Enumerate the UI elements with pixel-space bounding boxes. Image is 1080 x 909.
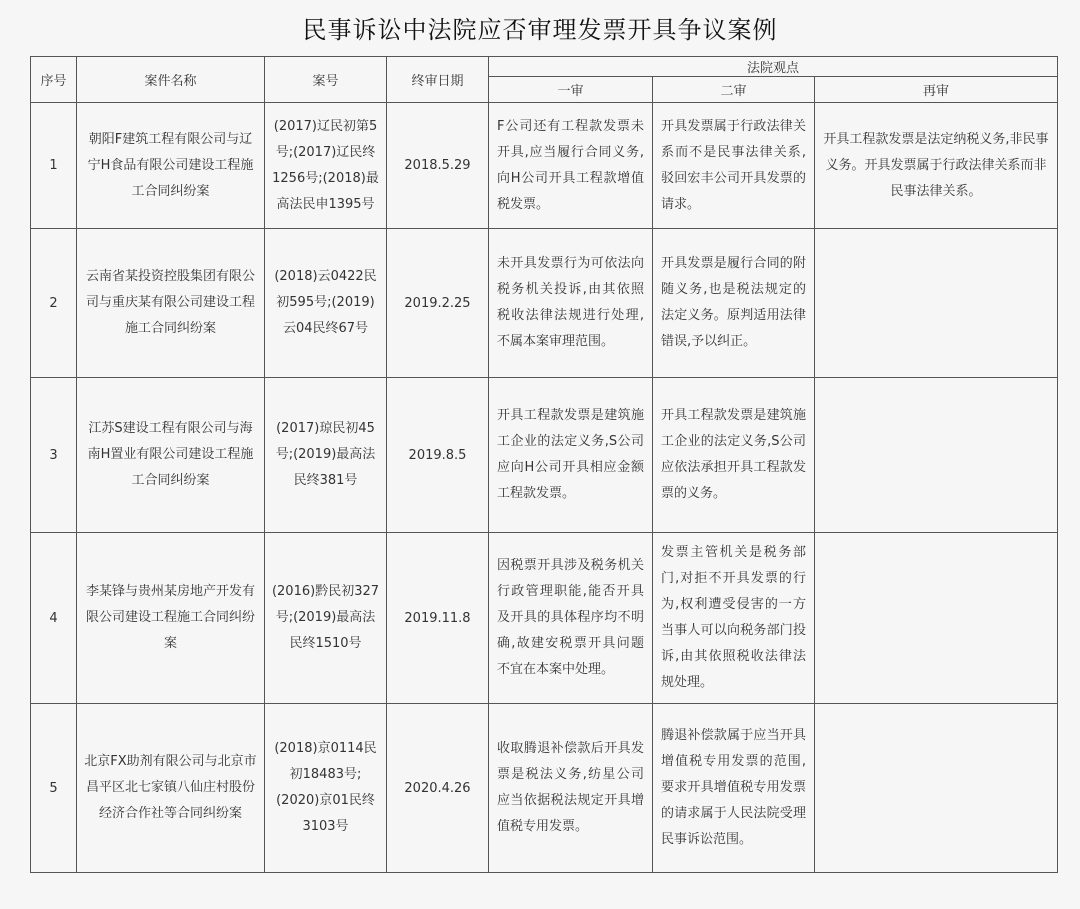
case-table <box>30 56 1058 873</box>
seq-cell: 5 <box>31 704 77 873</box>
second-instance-cell: 开具发票是履行合同的附随义务,也是税法规定的法定义务。原判适用法律错误,予以纠正。 <box>653 229 815 378</box>
second-instance-cell: 开具工程款发票是建筑施工企业的法定义务,S公司应依法承担开具工程款发票的义务。 <box>653 378 815 533</box>
case-name-cell: 江苏S建设工程有限公司与海南H置业有限公司建设工程施工合同纠纷案 <box>77 378 265 533</box>
header-seq: 序号 <box>31 57 77 103</box>
date-cell: 2019.11.8 <box>387 533 489 704</box>
second-instance-cell: 开具发票属于行政法律关系而不是民事法律关系,驳回宏丰公司开具发票的请求。 <box>653 103 815 229</box>
header-first-instance: 一审 <box>489 77 653 103</box>
header-second-instance: 二审 <box>653 77 815 103</box>
header-case-name: 案件名称 <box>77 57 265 103</box>
retrial-cell <box>815 704 1058 873</box>
retrial-cell <box>815 229 1058 378</box>
seq-cell: 4 <box>31 533 77 704</box>
case-name-cell: 李某锋与贵州某房地产开发有限公司建设工程施工合同纠纷案 <box>77 533 265 704</box>
case-no-cell: (2016)黔民初327号;(2019)最高法民终1510号 <box>265 533 387 704</box>
header-date: 终审日期 <box>387 57 489 103</box>
table-row <box>31 103 1058 229</box>
date-cell: 2019.8.5 <box>387 378 489 533</box>
date-cell: 2019.2.25 <box>387 229 489 378</box>
case-no-cell: (2018)云0422民初595号;(2019)云04民终67号 <box>265 229 387 378</box>
table-row <box>31 378 1058 533</box>
first-instance-cell: 收取腾退补偿款后开具发票是税法义务,纺星公司应当依据税法规定开具增值税专用发票。 <box>489 704 653 873</box>
second-instance-cell: 发票主管机关是税务部门,对拒不开具发票的行为,权利遭受侵害的一方当事人可以向税务部门投诉,由其依照税收法律法规处理。 <box>653 533 815 704</box>
case-name-cell: 北京FX助剂有限公司与北京市昌平区北七家镇八仙庄村股份经济合作社等合同纠纷案 <box>77 704 265 873</box>
first-instance-cell: 未开具发票行为可依法向税务机关投诉,由其依照税收法律法规进行处理,不属本案审理范围。 <box>489 229 653 378</box>
case-no-cell: (2018)京0114民初18483号;(2020)京01民终3103号 <box>265 704 387 873</box>
seq-cell: 1 <box>31 103 77 229</box>
first-instance-cell: 开具工程款发票是建筑施工企业的法定义务,S公司应向H公司开具相应金额工程款发票。 <box>489 378 653 533</box>
date-cell: 2020.4.26 <box>387 704 489 873</box>
seq-cell: 2 <box>31 229 77 378</box>
header-case-no: 案号 <box>265 57 387 103</box>
page-title: 民事诉讼中法院应否审理发票开具争议案例 <box>302 16 778 44</box>
header-row-top <box>31 57 1058 77</box>
seq-cell: 3 <box>31 378 77 533</box>
second-instance-cell: 腾退补偿款属于应当开具增值税专用发票的范围,要求开具增值税专用发票的请求属于人民法院受理民事诉讼范围。 <box>653 704 815 873</box>
date-cell: 2018.5.29 <box>387 103 489 229</box>
header-retrial: 再审 <box>815 77 1058 103</box>
retrial-cell <box>815 533 1058 704</box>
table-row <box>31 229 1058 378</box>
case-no-cell: (2017)琼民初45号;(2019)最高法民终381号 <box>265 378 387 533</box>
header-court-view: 法院观点 <box>489 57 1058 77</box>
first-instance-cell: F公司还有工程款发票未开具,应当履行合同义务,向H公司开具工程款增值税发票。 <box>489 103 653 229</box>
table-row <box>31 704 1058 873</box>
table-row <box>31 533 1058 704</box>
first-instance-cell: 因税票开具涉及税务机关行政管理职能,能否开具及开具的具体程序均不明确,故建安税票开具问题不宜在本案中处理。 <box>489 533 653 704</box>
retrial-cell: 开具工程款发票是法定纳税义务,非民事义务。开具发票属于行政法律关系而非民事法律关系。 <box>815 103 1058 229</box>
retrial-cell <box>815 378 1058 533</box>
case-name-cell: 云南省某投资控股集团有限公司与重庆某有限公司建设工程施工合同纠纷案 <box>77 229 265 378</box>
case-name-cell: 朝阳F建筑工程有限公司与辽宁H食品有限公司建设工程施工合同纠纷案 <box>77 103 265 229</box>
case-no-cell: (2017)辽民初第5号;(2017)辽民终1256号;(2018)最高法民申1395号 <box>265 103 387 229</box>
